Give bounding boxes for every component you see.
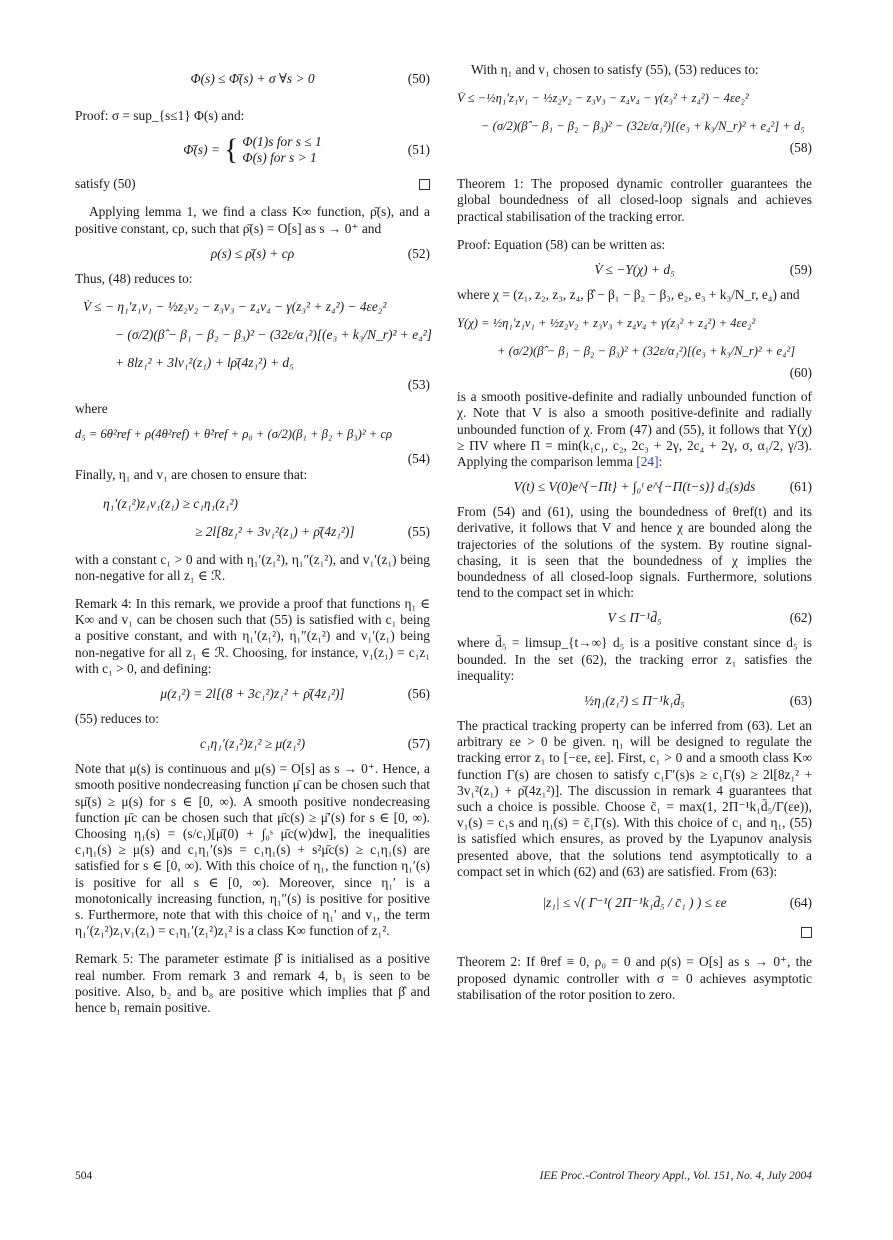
equation-50-body: Φ(s) ≤ Φ̄(s) + σ ∀s > 0 xyxy=(190,70,315,86)
equation-64 xyxy=(457,886,812,920)
equation-61-number: (61) xyxy=(789,479,812,495)
paragraph-practical: The practical tracking property can be inferred from (63). Let an arbitrary εe > 0 be given. η₁ will be designed to regulate the tracking error z₁ to [−εe, εe]. First, c₁ > 0 and a smooth class K∞ function Γ(s) are chosen to satisfy c₁Γ′(s)s ≥ c₁Γ(s) ≥ 2l[8z₁² + 3v₁²(z₁) + ρ̄(4z₁²)]. The discussion in remark 4 guarantees that such a choice is possible. Choose c̄₁ = max(1, 2Π⁻¹k₁d̄₅/Γ(εe)), v₁(s) = c₁s and η₁(s) = c̄₁Γ(s). With this choice of c₁ and η₁, (55) is satisfied which ensures, as proved by the Lyapunov analysis presented above, that the solutions tend asymptotically to a compact set in which (62) and (63) are satisfied. From (63): xyxy=(457,718,812,879)
left-column xyxy=(75,62,433,1016)
paragraph-from-54: From (54) and (61), using the boundedness of θref(t) and its derivative, it follows that V and hence χ are bounded along the trajectories of the solutions of the system. By routine signal-chasing, it is seen that the boundedness of χ implies the boundedness of all closed-loop signals. Furthermore, solutions tend to the compact set in which: xyxy=(457,504,812,601)
paragraph-reduces: (55) reduces to: xyxy=(75,711,160,727)
equation-60-line-2: + (σ/2)(β̂ − β₁ − β₂ − β₃)² + (32ε/α₁²)[(e₃ + k₃/N_r)² + e₄²] xyxy=(497,344,796,359)
equation-58-line-2: − (σ/2)(β̂ − β₁ − β₂ − β₃)² − (32ε/α₁²)[(e₃ + k₃/N_r)² + e₄²] + d₅ xyxy=(481,119,805,134)
equation-53-line-3: + 8lz₁² + 3lv₁²(z₁) + lρ̄(4z₁²) + d₅ xyxy=(115,354,294,370)
equation-58-line-1: V̇ ≤ −½η₁′z₁v₁ − ½z₂v₂ − z₃v₃ − z₄v₄ − γ(z₃² + z₄²) − 4εe₂² xyxy=(457,91,749,106)
paragraph-d5: where d̄₅ = limsup_{t→∞} d₅ is a positive constant since d₅ is bounded. In the set (62), the tracking error z₁ satisfies the inequality: xyxy=(457,635,812,683)
paragraph-lemma: Applying lemma 1, we find a class K∞ function, ρ̄(s), and a positive constant, cρ, such that ρ̄(s) = O[s] as s → 0⁺ and xyxy=(75,204,430,236)
equation-63 xyxy=(457,690,812,712)
equation-52-body: ρ(s) ≤ ρ̄(s) + cρ xyxy=(210,245,295,261)
paragraph-finally: Finally, η₁ and v₁ are chosen to ensure that: xyxy=(75,467,308,483)
paragraph-smooth xyxy=(457,389,812,470)
journal-footer: IEE Proc.-Control Theory Appl., Vol. 151, No. 4, July 2004 xyxy=(539,1170,812,1182)
equation-55-line-1: η₁′(z₁²)z₁v₁(z₁) ≥ c₁η₁(z₁²) xyxy=(103,495,239,511)
remark-4: Remark 4: In this remark, we provide a proof that functions η₁ ∈ K∞ and v₁ can be chosen such that (55) is satisfied with c₁ being a positive constant, and with η₁′(z₁²), η₁″(z₁²) and v₁′(z₁) being non-negative for all z₁ ∈ ℛ. Choosing, for instance, v₁(z₁) = c₁z₁ with c₁ > 0, and defining: xyxy=(75,596,430,676)
equation-53 xyxy=(75,293,433,395)
page-number: 504 xyxy=(75,1170,93,1182)
paragraph-smooth-end: : xyxy=(658,454,663,470)
proof-intro: Proof: σ = sup_{s≤1} Φ(s) and: xyxy=(75,108,245,123)
paragraph-with-eta: With η₁ and v₁ chosen to satisfy (55), (53) reduces to: xyxy=(471,62,759,77)
equation-63-body: ½η₁(z₁²) ≤ Π⁻¹k₁d̄₅ xyxy=(584,692,685,708)
equation-51-lhs: Φ̄(s) = xyxy=(183,142,220,158)
equation-51 xyxy=(75,130,430,170)
qed-line xyxy=(457,926,812,942)
equation-54-number: (54) xyxy=(407,451,430,467)
theorem-1: Theorem 1: The proposed dynamic controller guarantees the global boundedness of all closed-loop signals and achieves practical stabilisation of the tracking error. xyxy=(457,176,812,224)
equation-62-body: V ≤ Π⁻¹d̄₅ xyxy=(607,610,662,626)
equation-55-number: (55) xyxy=(407,523,430,539)
equation-51-number: (51) xyxy=(407,142,430,158)
equation-63-number: (63) xyxy=(789,692,812,708)
equation-56-number: (56) xyxy=(407,685,430,701)
paragraph-smooth-text: is a smooth positive-definite and radially unbounded function of χ. Note that V is also a smooth positive-definite and radially unbounded function of χ. From (47) and (55), it follows that Υ(χ) ≥ ΠV where Π = min(k₁c₁, c₂, 2c₃ + 2γ, 2c₄ + 2γ, σ, α₁/2, γ/3). Applying the comparison lemma xyxy=(457,389,812,470)
equation-60-line-1: Υ(χ) = ½η₁′z₁v₁ + ½z₂v₂ + z₃v₃ + z₄v₄ + γ(z₃² + z₄²) + 4εe₂² xyxy=(457,316,756,331)
equation-64-number: (64) xyxy=(789,894,812,910)
equation-51-case-2: Φ(s) for s > 1 xyxy=(242,150,317,166)
equation-62-number: (62) xyxy=(789,610,812,626)
paragraph-where-chi: where χ = (z₁, z₂, z₃, z₄, β̂ − β₁ − β₂ − β₃, e₂, e₃ + k₃/N_r, e₄) and xyxy=(457,287,800,303)
equation-57-number: (57) xyxy=(407,736,430,752)
equation-52 xyxy=(75,243,430,265)
equation-59-body: V̇ ≤ −Υ(χ) + d₅ xyxy=(594,261,675,277)
equation-53-line-1: V̇ ≤ − η₁′z₁v₁ − ½z₂v₂ − z₃v₃ − z₄v₄ − γ(z₃² + z₄²) − 4εe₂² xyxy=(83,298,387,314)
citation-link-24[interactable]: [24] xyxy=(636,454,659,470)
equation-55 xyxy=(75,490,430,546)
equation-57 xyxy=(75,733,430,755)
paragraph-where: where xyxy=(75,401,108,417)
equation-51-case-1: Φ(1)s for s ≤ 1 xyxy=(242,134,322,149)
brace-glyph: { xyxy=(224,133,239,167)
paragraph-constant: with a constant c₁ > 0 and with η₁′(z₁²), η₁″(z₁²), and v₁′(z₁) being non-negative for all z₁ ∈ ℛ. xyxy=(75,551,430,583)
equation-53-line-2: − (σ/2)(β̂ − β₁ − β₂ − β₃)² − (32ε/α₁²)[(e₃ + k₃/N_r)² + e₄²] xyxy=(115,326,433,342)
equation-62 xyxy=(457,607,812,629)
equation-64-body: |z₁| ≤ √( Γ⁻¹( 2Π⁻¹k₁d̄₅ / c̄₁ ) ) ≤ εe xyxy=(542,894,727,910)
qed-square-icon xyxy=(419,179,430,190)
equation-50-number: (50) xyxy=(407,70,430,86)
equation-60-number: (60) xyxy=(789,365,812,381)
equation-60 xyxy=(457,309,812,383)
paragraph-thus: Thus, (48) reduces to: xyxy=(75,270,193,286)
equation-52-number: (52) xyxy=(407,245,430,261)
equation-57-body: c₁η₁′(z₁²)z₁² ≥ μ(z₁²) xyxy=(199,736,306,752)
equation-61-body: V(t) ≤ V(0)e^{−Πt} + ∫₀ᵗ e^{−Π(t−s)} d₅(s)ds xyxy=(513,479,756,495)
equation-53-number: (53) xyxy=(407,377,430,393)
equation-55-line-2: ≥ 2l[8z₁² + 3v₁²(z₁) + ρ̄(4z₁²)] xyxy=(195,523,355,539)
equation-58 xyxy=(457,84,812,158)
satisfy-line xyxy=(75,176,430,192)
satisfy-text: satisfy (50) xyxy=(75,176,136,192)
theorem-2: Theorem 2: If θref ≡ 0, ρ₀ = 0 and ρ(s) = O[s] as s → 0⁺, the proposed dynamic controller with σ = 0 achieves asymptotic stabilisation of the rotor position to zero. xyxy=(457,954,812,1002)
equation-61 xyxy=(457,476,812,498)
paragraph-mu: Note that μ(s) is continuous and μ(s) = O[s] as s → 0⁺. Hence, a smooth positive nondecreasing function μ̄ can be chosen such that sμ̄(s) ≥ μ(s) for s ∈ [0, ∞). A smooth positive nondecreasing function μ̄c can be chosen such that μ̄c(s) ≥ μ̄′(s) for s ∈ [0, ∞). Choosing η₁(s) = (s/c₁)[μ̄(0) + ∫₀ˢ μ̄c(w)dw], the inequalities c₁η₁(s) ≥ μ(s) and c₁η₁′(s)s = c₁η₁(s) + s²μ̄c(s) ≥ c₁η₁(s) are satisfied for s ∈ [0, ∞). With this choice of η₁, the function η₁′(s) is positive for all s ∈ [0, ∞). Moreover, since η₁′ is a monotonically increasing function, η₁″(s) is positive for positive s. Furthermore, note that with this choice of η₁′ and v₁, the term η₁′(z₁²)z₁v₁(z₁) = c₁η₁′(z₁²)z₁² is a class K∞ function of z₁². xyxy=(75,761,430,939)
qed-square-icon xyxy=(801,927,812,938)
equation-56-body: μ(z₁²) = 2l[(8 + 3c₁²)z₁² + ρ̄(4z₁²)] xyxy=(160,685,345,701)
equation-59-number: (59) xyxy=(789,261,812,277)
equation-59 xyxy=(457,259,812,281)
equation-56 xyxy=(75,683,430,705)
proof-58: Proof: Equation (58) can be written as: xyxy=(457,236,666,252)
right-column xyxy=(457,62,812,1003)
equation-50 xyxy=(75,68,430,90)
equation-54 xyxy=(75,423,430,445)
equation-54-body: d₅ = 6θ²ref + ρ(4θ²ref) + θ̇²ref + ρ₀ + (σ/2)(β₁ + β₂ + β₃)² + cρ xyxy=(75,427,393,442)
remark-5: Remark 5: The parameter estimate β̂ is initialised as a positive real number. From remark 3 and remark 4, b₁ is seen to be positive. Also, b₂ and b₈ are positive which implies that β̂ and hence b₁ remain positive. xyxy=(75,951,430,1016)
equation-58-number: (58) xyxy=(789,140,812,156)
